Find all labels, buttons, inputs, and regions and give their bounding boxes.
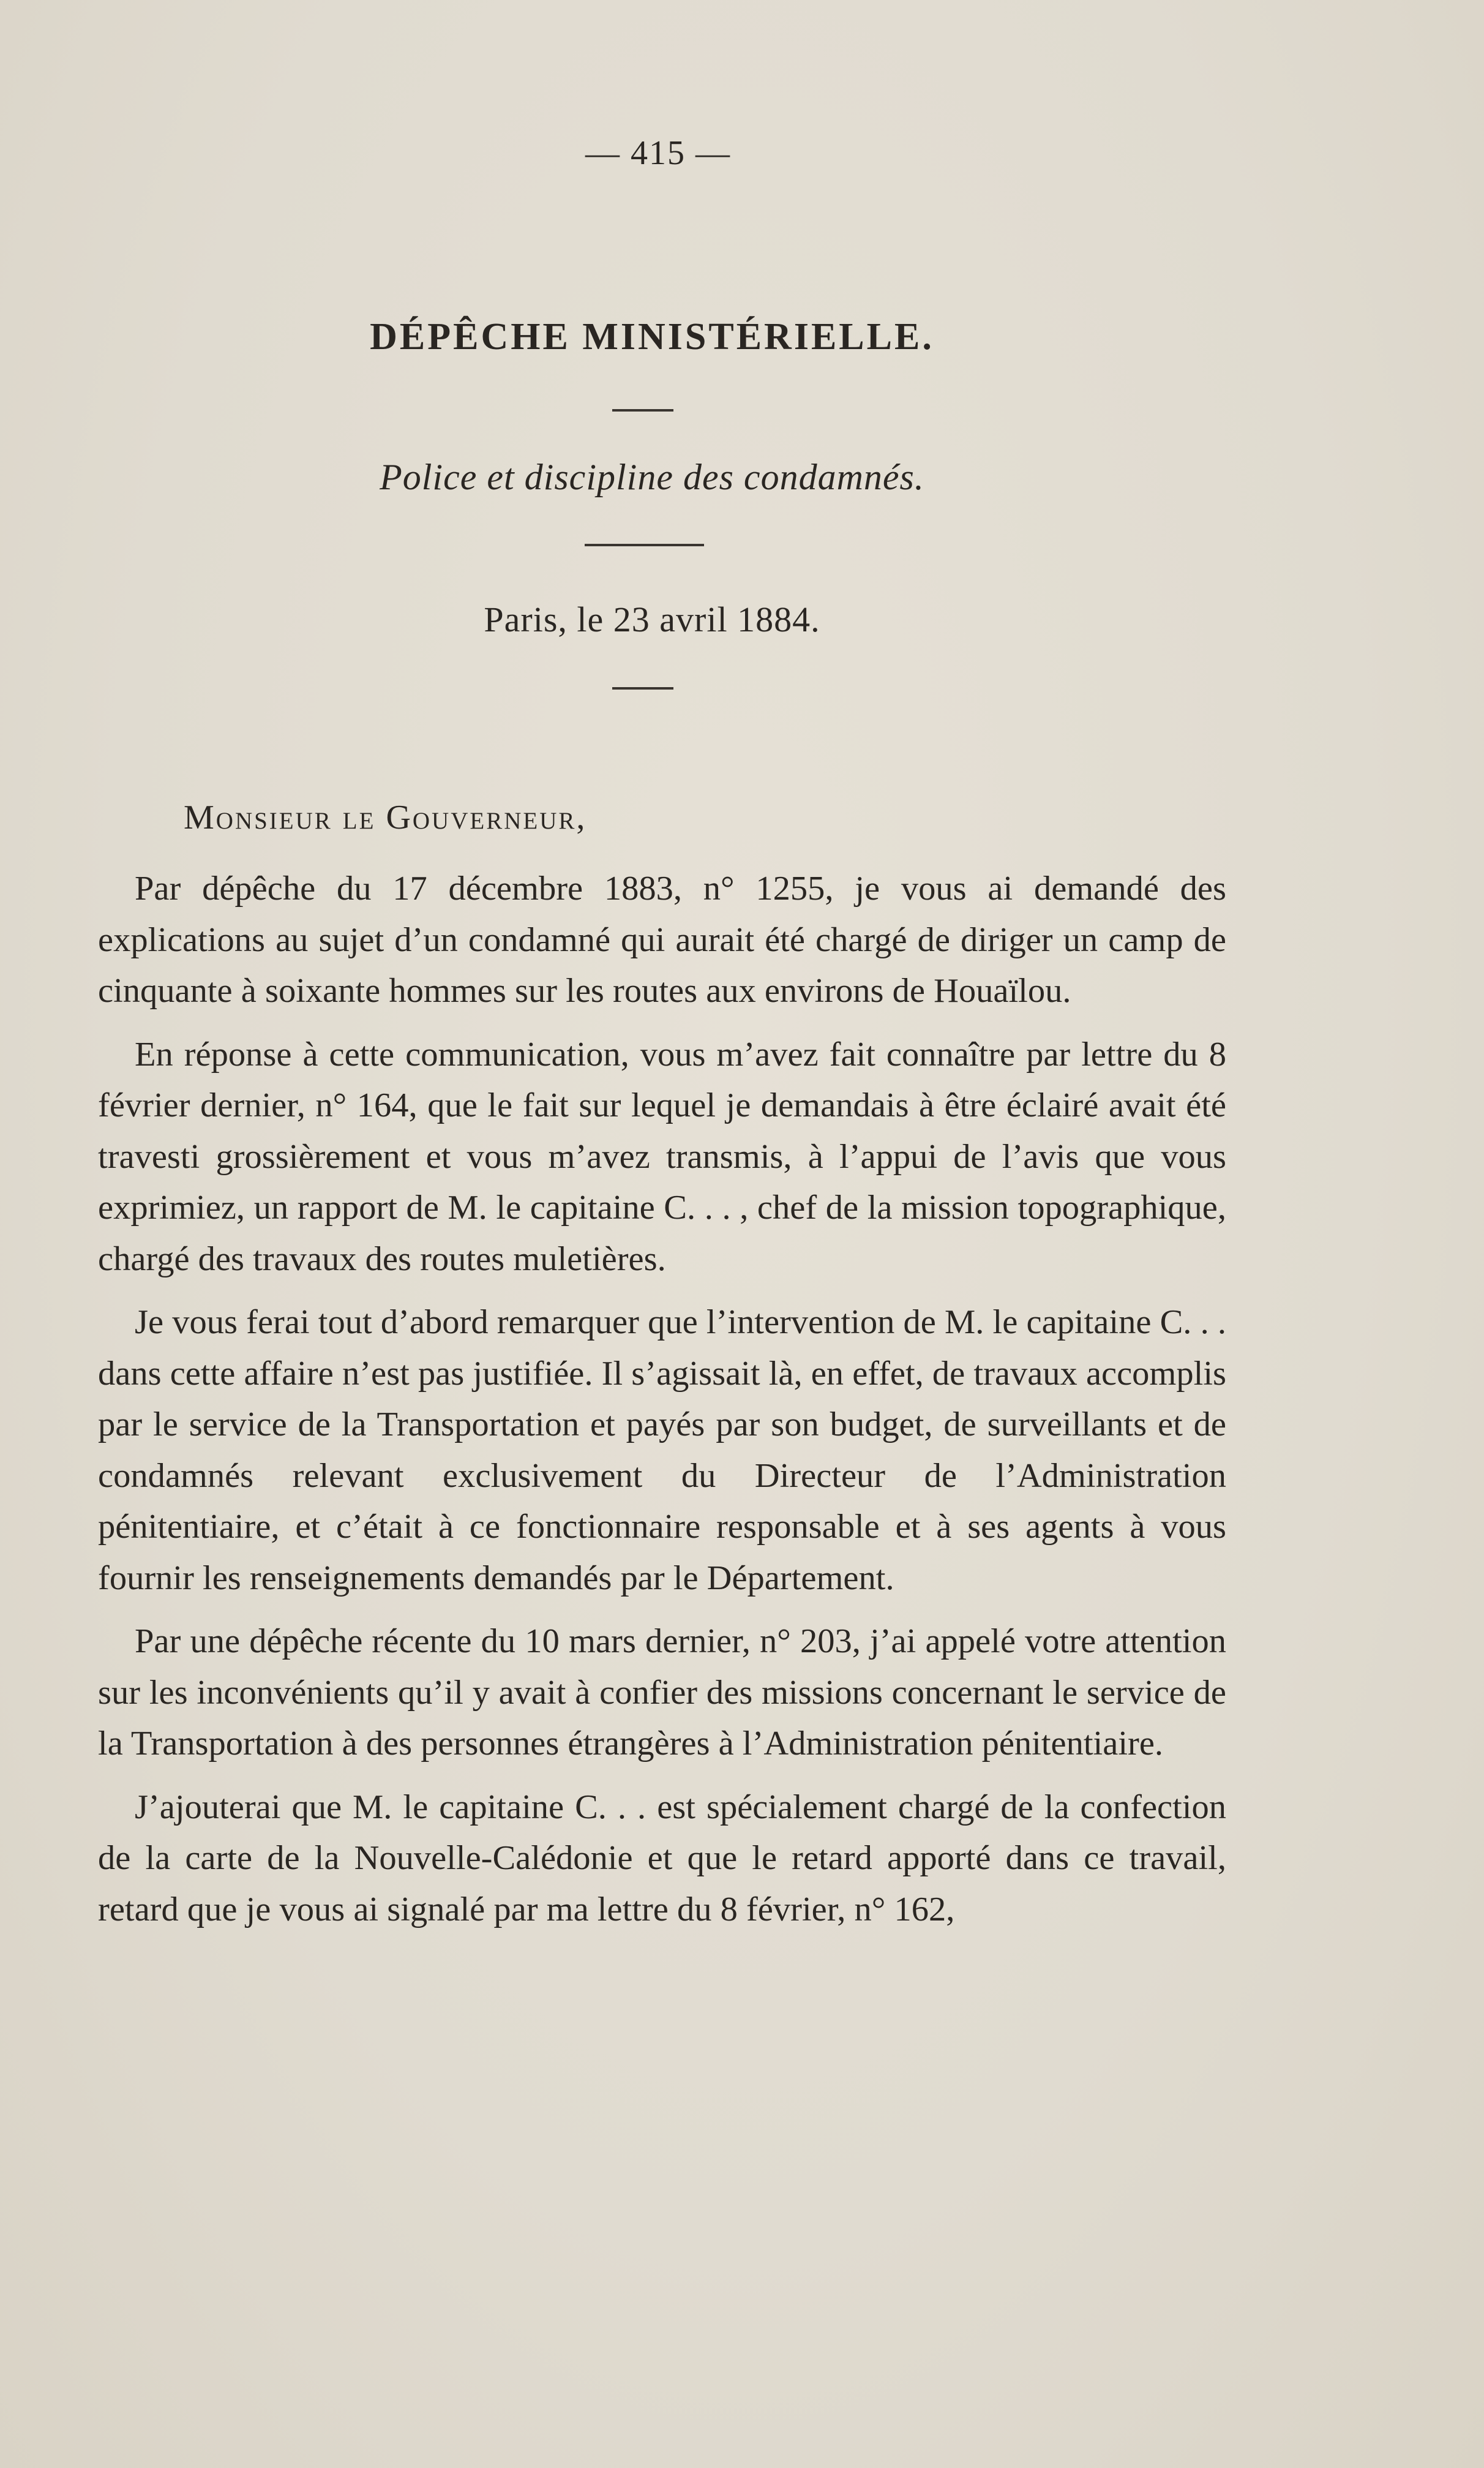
paragraph: Par dépêche du 17 décembre 1883, n° 1255, je vous ai demandé des explications au sujet d’un condamné qui aurait été chargé de diriger un camp de cinquante à soixante hommes sur les routes aux environs de Houaïlou. [98, 870, 1226, 1010]
paragraph: Je vous ferai tout d’abord remarquer que l’intervention de M. le capitaine C. . . dans cette affaire n’est pas justifiée. Il s’agissait là, en effet, de travaux accomplis par le service de la Transportation et payés par son budget, de surveillants et de condamnés relevant exclusivement du Directeur de l’Administration pénitentiaire, et c’était à ce fonctionnaire responsable et à ses agents à vous fournir les renseignements demandés par le Département. [98, 1303, 1226, 1597]
divider-rule [585, 544, 704, 546]
paragraph: J’ajouterai que M. le capitaine C. . . est spécialement chargé de la confection de la carte de la Nouvelle-Calédonie et que le retard apporté dans ce travail, retard que je vous ai signalé par ma lettre du 8 février, n° 162, [98, 1788, 1226, 1928]
divider-rule [612, 409, 673, 412]
divider-rule [612, 687, 673, 690]
body-text [98, 863, 1226, 1947]
dispatch-subtitle: Police et discipline des condamnés. [380, 457, 924, 497]
dateline: Paris, le 23 avril 1884. [484, 600, 820, 639]
paragraph: En réponse à cette communication, vous m’avez fait connaître par lettre du 8 février dernier, n° 164, que le fait sur lequel je demandais à être éclairé avait été travesti grossièrement et vous m’avez transmis, à l’appui de l’avis que vous exprimiez, un rapport de M. le capitaine C. . . , chef de la mission topographique, chargé des travaux des routes muletières. [98, 1035, 1226, 1278]
page-number: — 415 — [585, 134, 731, 172]
dispatch-title: DÉPÊCHE MINISTÉRIELLE. [370, 316, 934, 358]
paragraph: Par une dépêche récente du 10 mars dernier, n° 203, j’ai appelé votre attention sur les inconvénients qu’il y avait à confier des missions concernant le service de la Transportation à des personnes étrangères à l’Administration pénitentiaire. [98, 1622, 1226, 1763]
salutation: Monsieur le Gouverneur, [184, 799, 587, 837]
